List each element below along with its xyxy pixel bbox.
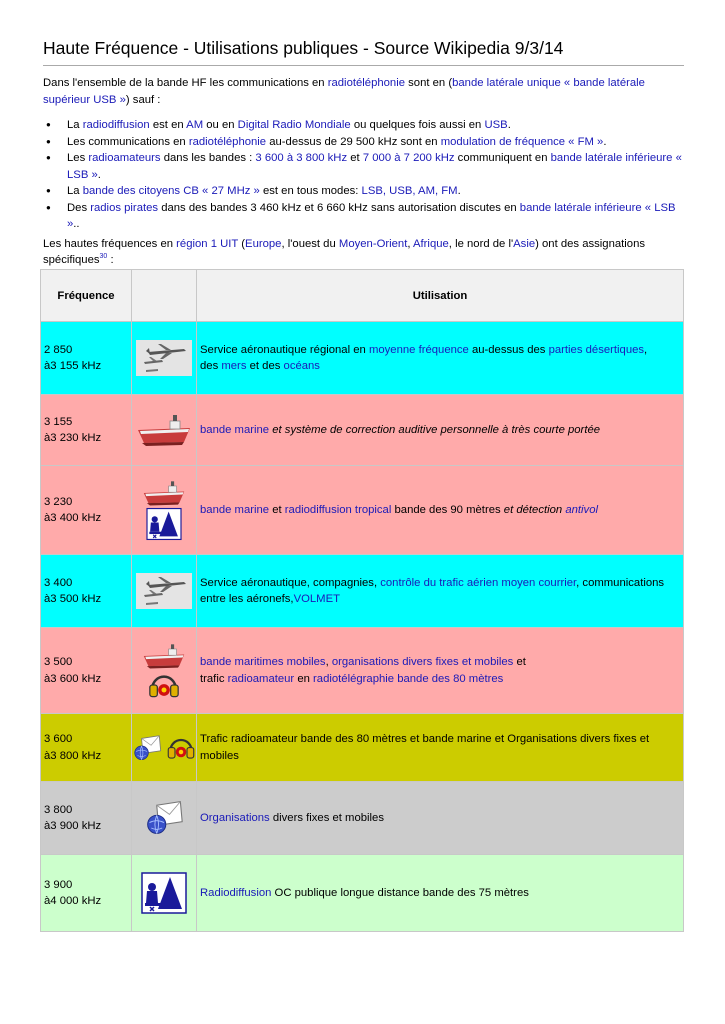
bullet-text: est en [149, 119, 187, 131]
regions-text: , [407, 237, 413, 250]
table-row [41, 555, 684, 628]
bullet-text: et [347, 152, 363, 164]
link-radiotelephonie[interactable]: radiotéléphonie [327, 77, 405, 89]
freq-cell [41, 555, 132, 628]
bullet-text: dans les bandes : [160, 152, 256, 164]
icon-cell [132, 322, 197, 395]
table-header-row [41, 270, 684, 322]
usage-cell [197, 782, 684, 855]
ship-icon [136, 412, 192, 448]
icon-cell [132, 782, 197, 855]
link-organisations[interactable]: Organisations [200, 811, 270, 824]
table-row [41, 714, 684, 782]
icon-cell [132, 466, 197, 555]
usage-text: Trafic radioamateur bande des 80 mètres et bande marine et Organisations divers fixes et mobiles [200, 733, 650, 762]
bullet-text: .. [73, 218, 80, 230]
link-bande-marine[interactable]: bande marine [200, 423, 270, 436]
table-row [41, 782, 684, 855]
headphones-icon [166, 734, 196, 761]
regions-text: , l'ouest du [281, 237, 339, 250]
icon-cell [132, 628, 197, 714]
freq-start: 2 850 [44, 343, 73, 356]
link-bande-citoyens[interactable]: bande des citoyens CB « 27 MHz » [82, 185, 260, 197]
freq-end: à3 800 kHz [44, 749, 102, 762]
bullet-text: communiquent en [454, 152, 551, 164]
globe-letter-icon [132, 734, 162, 762]
usage-cell [197, 555, 684, 628]
link-digital-radio-mondiale[interactable]: Digital Radio Mondiale [237, 119, 351, 131]
bullet-text: . [457, 185, 461, 197]
globe-letter-icon [144, 799, 184, 837]
usage-text: , communications [576, 576, 665, 589]
freq-cell [41, 782, 132, 855]
link-afrique[interactable]: Afrique [413, 237, 449, 250]
bullet-text: Les [67, 152, 89, 164]
bullet-text: ou quelques fois aussi en [350, 119, 485, 131]
usage-text: divers fixes et mobiles [269, 811, 384, 824]
bullet-text: au-dessus de 29 500 kHz sont en [266, 135, 441, 148]
bullet-text: ou en [203, 119, 238, 131]
bullet-text: . [603, 135, 607, 148]
freq-start: 3 230 [44, 495, 73, 508]
link-asie[interactable]: Asie [513, 237, 536, 250]
regions-text: Les hautes fréquences en [43, 237, 177, 250]
link-region-1-uit[interactable]: région 1 UIT [176, 237, 239, 250]
header-icon-column [132, 270, 197, 322]
table-row [41, 628, 684, 714]
usage-cell [197, 466, 684, 555]
freq-cell [41, 395, 132, 466]
freq-end: à3 500 kHz [44, 593, 102, 605]
usage-text: OC publique longue distance bande des 75 mètres [271, 886, 529, 899]
link-band-3600[interactable]: 3 600 à 3 800 kHz [255, 152, 348, 164]
link-oceans[interactable]: océans [283, 360, 320, 372]
list-item [43, 150, 684, 183]
freq-end: à4 000 kHz [44, 895, 102, 907]
bullet-text: La [67, 185, 83, 197]
ship-icon [142, 479, 186, 507]
freq-cell [41, 628, 132, 714]
bullet-text: . [507, 119, 511, 131]
link-lsb[interactable]: bande latérale inférieure « LSB » [67, 152, 682, 181]
intro-text: Dans l'ensemble de la bande HF les communications en [43, 77, 328, 89]
freq-start: 3 400 [44, 576, 73, 589]
table-row [41, 855, 684, 932]
link-moyen-orient[interactable]: Moyen-Orient [338, 237, 408, 250]
usage-text: , [325, 656, 332, 668]
list-item [43, 183, 684, 200]
freq-end: à3 155 kHz [44, 360, 102, 372]
link-bande-laterale-unique[interactable]: bande latérale unique « bande latérale supérieur USB » [43, 77, 645, 106]
link-radioamateur[interactable]: radioamateur [227, 672, 295, 685]
ship-icon [142, 642, 186, 670]
usage-text: et [269, 503, 285, 516]
link-mers[interactable]: mers [221, 360, 247, 372]
freq-end: à3 400 kHz [44, 512, 102, 524]
freq-start: 3 500 [44, 656, 73, 668]
freq-start: 3 800 [44, 803, 73, 816]
link-am[interactable]: AM [186, 119, 204, 131]
bullet-text: Les communications en [67, 135, 189, 148]
link-radioamateurs[interactable]: radioamateurs [88, 152, 161, 164]
usage-text: et détection [503, 503, 566, 516]
regions-text: ) ont des assignations spécifiques [43, 237, 646, 266]
intro-text: sont en ( [405, 77, 453, 89]
freq-cell [41, 466, 132, 555]
table-row [41, 322, 684, 395]
bullet-text: . [97, 168, 101, 181]
list-item [43, 134, 684, 151]
usage-text: en [294, 672, 314, 685]
table-row [41, 466, 684, 555]
link-radiotelegraphie[interactable]: radiotélégraphie bande des 80 mètres [313, 672, 504, 685]
page-title: Haute Fréquence - Utilisations publiques - Source Wikipedia 9/3/14 [43, 38, 684, 66]
freq-start: 3 900 [44, 878, 73, 891]
link-modes[interactable]: LSB, USB, AM, FM [361, 185, 458, 197]
regions-text: : [107, 254, 114, 266]
link-europe[interactable]: Europe [245, 237, 282, 250]
usage-text: et des [246, 360, 284, 372]
usage-cell [197, 395, 684, 466]
link-radiodiffusion[interactable]: radiodiffusion [82, 119, 150, 131]
table-row [41, 395, 684, 466]
usage-text: Service aéronautique régional en [200, 343, 369, 356]
icon-cell [132, 714, 197, 782]
link-modulation-frequence[interactable]: modulation de fréquence « FM » [440, 135, 604, 148]
broadcast-icon [145, 507, 183, 541]
usage-cell [197, 322, 684, 395]
icon-cell [132, 395, 197, 466]
usage-text: bande des 90 mètres [391, 503, 504, 516]
freq-start: 3 600 [44, 733, 73, 745]
headphones-icon [147, 670, 181, 700]
usage-cell [197, 628, 684, 714]
header-frequence: Fréquence [41, 270, 132, 322]
freq-start: 3 155 [44, 415, 73, 428]
regions-text: , le nord de l' [448, 237, 514, 250]
page-body [43, 38, 684, 269]
airplanes-icon [136, 573, 192, 609]
link-moyenne-frequence[interactable]: moyenne fréquence [368, 343, 469, 356]
link-bande-maritimes-mobiles[interactable]: bande maritimes mobiles [200, 656, 326, 668]
usage-text: entre les aéronefs, [200, 593, 294, 605]
regions-paragraph [43, 236, 684, 269]
link-radiotelephonie[interactable]: radiotéléphonie [188, 135, 267, 148]
broadcast-icon [140, 871, 188, 915]
link-radios-pirates[interactable]: radios pirates [90, 201, 159, 214]
freq-cell [41, 714, 132, 782]
freq-end: à3 600 kHz [44, 672, 102, 685]
bullet-text: dans des bandes 3 460 kHz et 6 660 kHz sans autorisation discutes en [158, 201, 520, 214]
freq-cell [41, 322, 132, 395]
icon-cell [132, 555, 197, 628]
usage-text: Service aéronautique, compagnies, [200, 576, 381, 589]
intro-paragraph [43, 75, 684, 108]
intro-text: ) sauf : [125, 93, 161, 106]
link-usb[interactable]: USB [484, 119, 508, 131]
bullet-list [43, 117, 684, 233]
usage-cell [197, 855, 684, 932]
usage-text: et système de correction auditive personnelle à très courte portée [269, 423, 601, 436]
link-radiodiffusion[interactable]: Radiodiffusion [200, 886, 272, 899]
icon-cell [132, 855, 197, 932]
bullet-text: La [67, 119, 83, 131]
link-band-7000[interactable]: 7 000 à 7 200 kHz [362, 152, 455, 164]
freq-end: à3 900 kHz [44, 820, 102, 832]
usage-text: et [513, 656, 526, 668]
header-utilisation: Utilisation [197, 270, 684, 322]
frequency-table [40, 269, 684, 932]
freq-end: à3 230 kHz [44, 432, 102, 444]
reference-30[interactable]: 30 [99, 253, 108, 261]
list-item [43, 200, 684, 233]
list-item [43, 117, 684, 134]
regions-text: ( [238, 237, 246, 250]
link-antivol[interactable]: antivol [565, 503, 598, 516]
usage-cell [197, 714, 684, 782]
bullet-text: Des [67, 201, 91, 214]
freq-cell [41, 855, 132, 932]
usage-text: , [644, 343, 648, 356]
link-radiodiffusion-tropical[interactable]: radiodiffusion tropical [284, 503, 392, 516]
bullet-text: est en tous modes: [259, 185, 362, 197]
link-parties-desertiques[interactable]: parties désertiques [548, 343, 645, 356]
usage-text: des [200, 360, 222, 372]
link-bande-marine[interactable]: bande marine [200, 503, 270, 516]
link-volmet[interactable]: VOLMET [293, 593, 341, 605]
link-controle-trafic-aerien[interactable]: contrôle du trafic aérien moyen courrier [380, 576, 577, 589]
usage-text: au-dessus des [468, 343, 549, 356]
link-organisations-divers[interactable]: organisations divers fixes et mobiles [331, 656, 514, 668]
usage-text: trafic [200, 672, 228, 685]
link-lsb[interactable]: bande latérale inférieure « LSB » [67, 201, 676, 230]
airplanes-icon [136, 340, 192, 376]
